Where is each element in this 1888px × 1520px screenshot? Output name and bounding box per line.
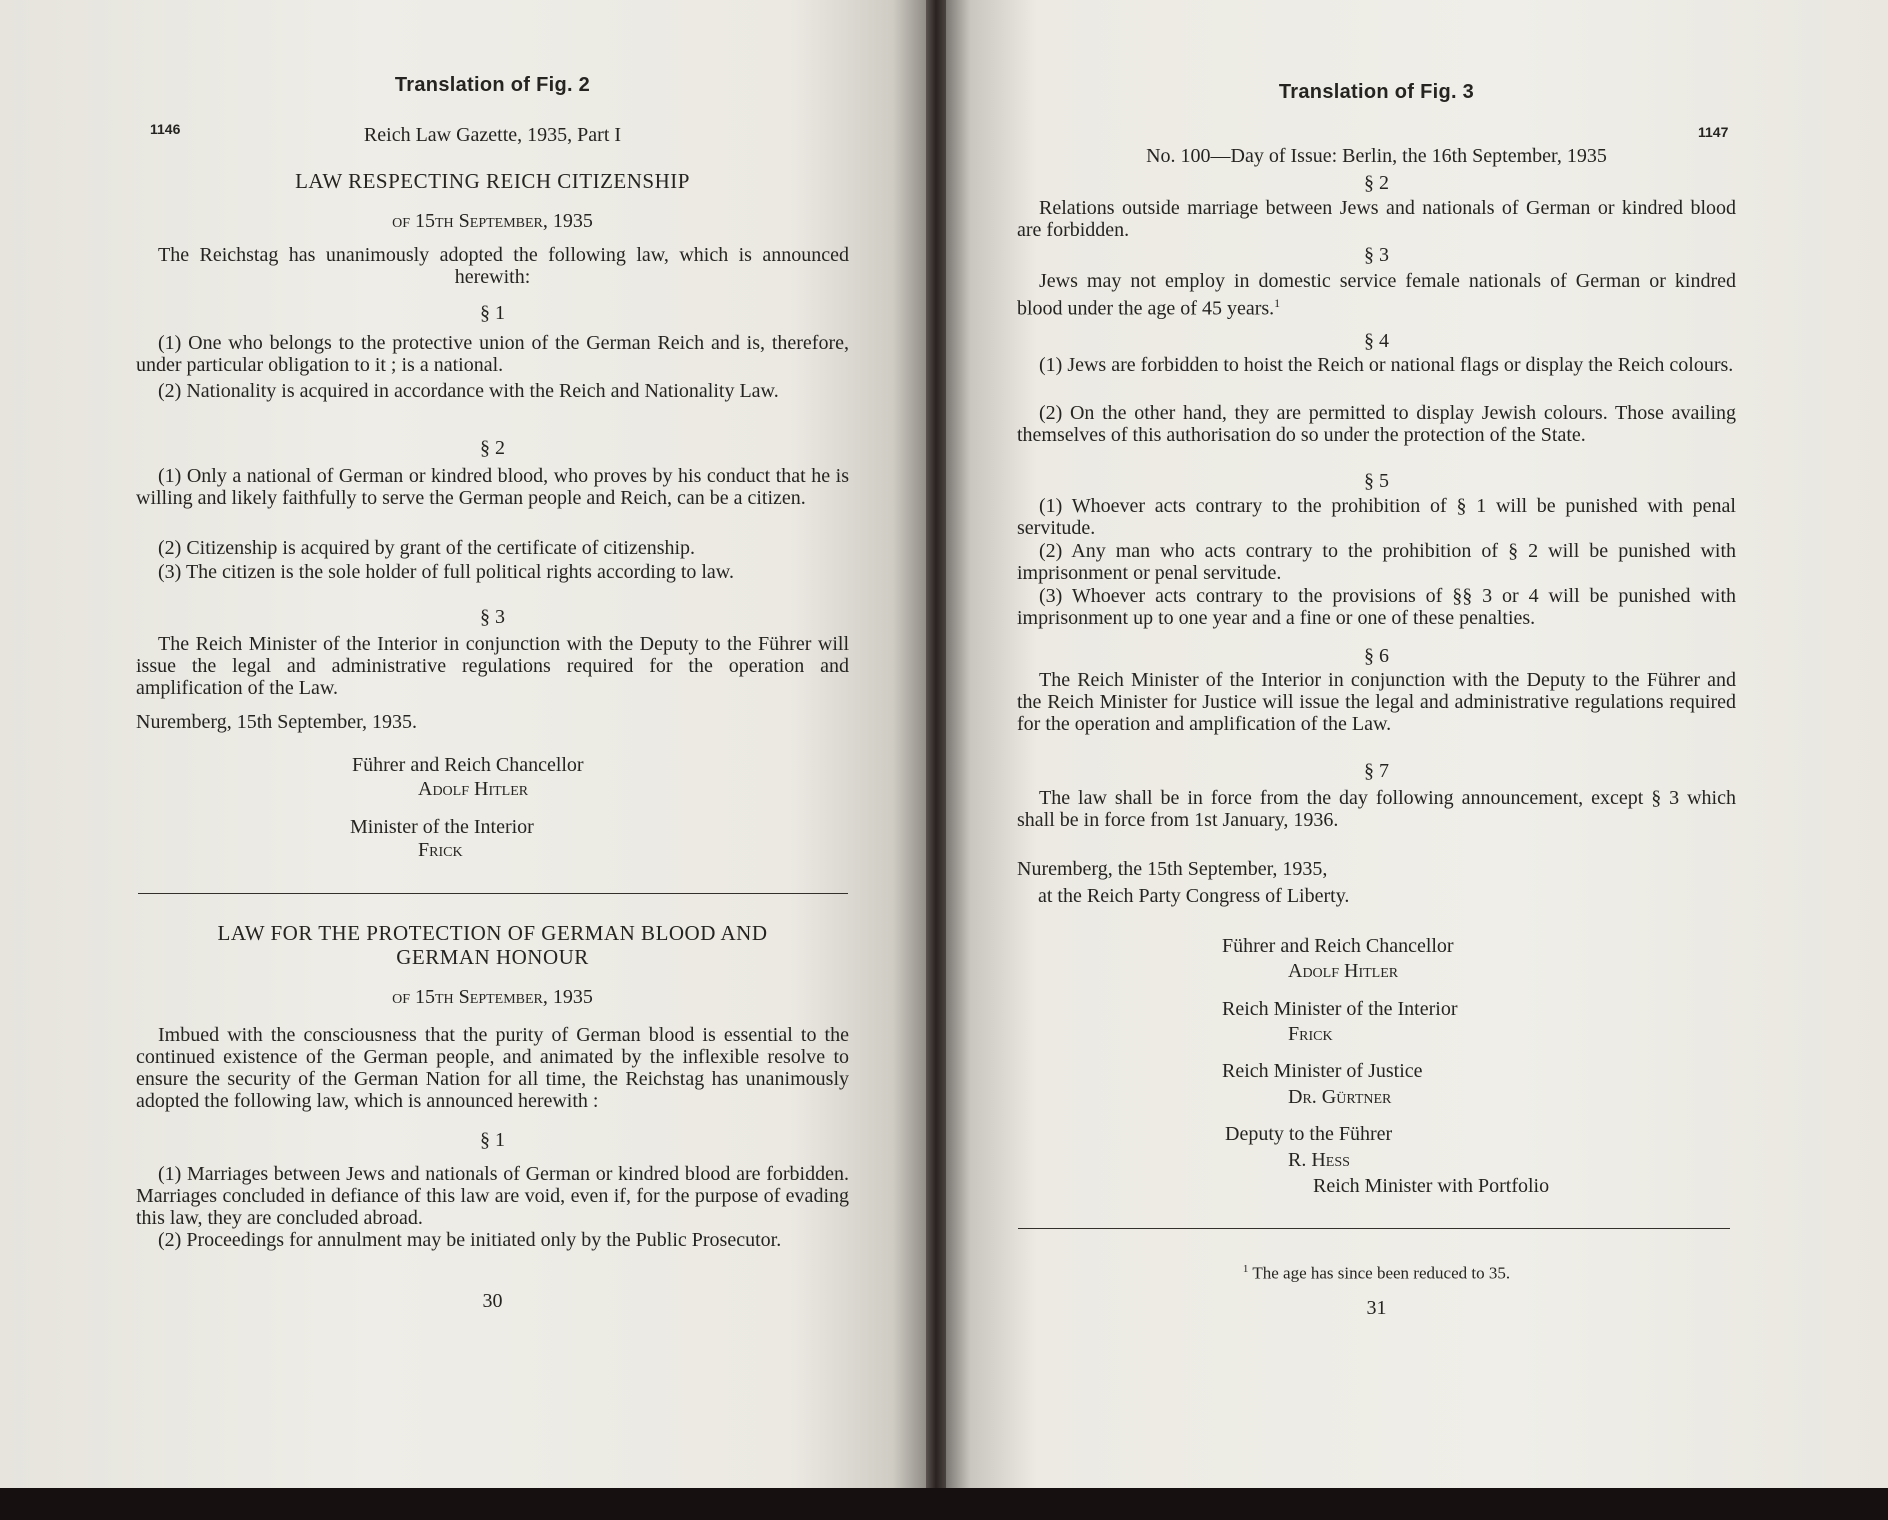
signatory-name: Adolf Hitler [418,778,529,800]
running-title: Translation of Fig. 2 [394,74,591,96]
paragraph: (2) Citizenship is acquired by grant of the certificate of citizenship. [158,537,696,559]
signatory-name: Adolf Hitler [1288,960,1399,982]
paragraph [1017,270,1736,320]
signatory-title: Reich Minister of the Interior [1222,998,1458,1020]
paragraph: (1) Marriages between Jews and nationals of German or kindred blood are forbidden. Marriages concluded in defiance of this law are void, even if, for the purpose of evading this law, they are concluded abroad. [136,1163,849,1229]
section-heading: § 7 [1364,760,1389,782]
footnote-text: The age has since been reduced to 35. [1252,1263,1511,1283]
paragraph: (3) The citizen is the sole holder of full political rights according to law. [158,561,734,583]
section-heading: § 2 [480,437,505,459]
footnote-divider [1018,1228,1730,1229]
section-heading: § 5 [1364,470,1389,492]
signatory-role: Reich Minister with Portfolio [1313,1175,1550,1197]
scan-border [0,1488,1888,1520]
section-heading: § 2 [1364,172,1389,194]
law-intro: Imbued with the consciousness that the purity of German blood is essential to the continued existence of the German people, and animated by the inflexible resolve to ensure the security of the German Nation for all time, the Reichstag has unanimously adopted the following law, which is announced herewith : [136,1024,849,1112]
page-number: 1147 [1698,124,1729,140]
section-heading: § 3 [1364,244,1389,266]
section-heading: § 1 [480,302,505,324]
gazette-title: Reich Law Gazette, 1935, Part I [363,124,622,146]
law-date: of 15th September, 1935 [392,210,593,232]
law-title: LAW FOR THE PROTECTION OF GERMAN BLOOD AND [217,921,768,945]
section-heading: § 3 [480,606,505,628]
signatory-name: Frick [1288,1023,1333,1045]
footnote-ref: 1 [1274,296,1281,310]
paragraph: (1) One who belongs to the protective union of the German Reich and is, therefore, under particular obligation to it ; is a national. [136,332,849,376]
signatory-name: R. Hess [1288,1149,1350,1171]
paragraph-text: Jews may not employ in domestic service female nationals of German or kindred blood under the age of 45 years. [1017,270,1736,320]
folio: 31 [1366,1297,1387,1319]
signatory-title: Führer and Reich Chancellor [352,754,584,776]
section-heading: § 4 [1364,330,1389,352]
footnote-mark: 1 [1242,1263,1249,1275]
paragraph: (1) Only a national of German or kindred blood, who proves by his conduct that he is willing and likely faithfully to serve the German people and Reich, can be a citizen. [136,465,849,509]
place-date: at the Reich Party Congress of Liberty. [1038,885,1350,907]
running-title: Translation of Fig. 3 [1278,81,1475,103]
left-page [0,0,930,1490]
folio: 30 [482,1290,503,1312]
paragraph: (2) Any man who acts contrary to the prohibition of § 2 will be punished with imprisonment or penal servitude. [1017,540,1736,584]
signatory-title: Deputy to the Führer [1225,1123,1393,1145]
footnote [1017,1258,1736,1285]
section-heading: § 1 [480,1129,505,1151]
paragraph: (2) Nationality is acquired in accordance with the Reich and Nationality Law. [158,380,779,402]
paragraph: (3) Whoever acts contrary to the provisions of §§ 3 or 4 will be punished with imprisonment up to one year and a fine or one of these penalties. [1017,585,1736,629]
place-date: Nuremberg, 15th September, 1935. [136,711,417,733]
signatory-title: Minister of the Interior [350,816,534,838]
law-title: LAW RESPECTING REICH CITIZENSHIP [295,169,690,193]
signatory-title: Führer and Reich Chancellor [1222,935,1454,957]
page-number: 1146 [150,121,181,137]
law-title: GERMAN HONOUR [396,945,589,969]
paragraph: Relations outside marriage between Jews and nationals of German or kindred blood are forbidden. [1017,197,1736,241]
issue-line: No. 100—Day of Issue: Berlin, the 16th September, 1935 [1146,145,1607,167]
signatory-name: Frick [418,839,463,861]
signatory-name: Dr. Gürtner [1288,1086,1392,1108]
section-heading: § 6 [1364,645,1389,667]
place-date: Nuremberg, the 15th September, 1935, [1017,858,1328,880]
divider [138,893,848,894]
paragraph: (1) Jews are forbidden to hoist the Reich or national flags or display the Reich colours. [1039,354,1734,376]
law-date: of 15th September, 1935 [392,986,593,1008]
right-page [942,0,1888,1490]
law-intro: The Reichstag has unanimously adopted the following law, which is announced herewith: [158,244,849,288]
paragraph: (2) Proceedings for annulment may be initiated only by the Public Prosecutor. [158,1229,782,1251]
signatory-title: Reich Minister of Justice [1222,1060,1423,1082]
paragraph: (1) Whoever acts contrary to the prohibition of § 1 will be punished with penal servitude. [1017,495,1736,539]
paragraph: (2) On the other hand, they are permitted to display Jewish colours. Those availing themselves of this authorisation do so under the protection of the State. [1017,402,1736,446]
paragraph: The law shall be in force from the day following announcement, except § 3 which shall be in force from 1st January, 1936. [1017,787,1736,831]
book-gutter [926,0,946,1500]
paragraph: The Reich Minister of the Interior in conjunction with the Deputy to the Führer and the Reich Minister for Justice will issue the legal and administrative regulations required for the operation and amplification of the Law. [1017,669,1736,735]
paragraph: The Reich Minister of the Interior in conjunction with the Deputy to the Führer will issue the legal and administrative regulations required for the operation and amplification of the Law. [136,633,849,699]
